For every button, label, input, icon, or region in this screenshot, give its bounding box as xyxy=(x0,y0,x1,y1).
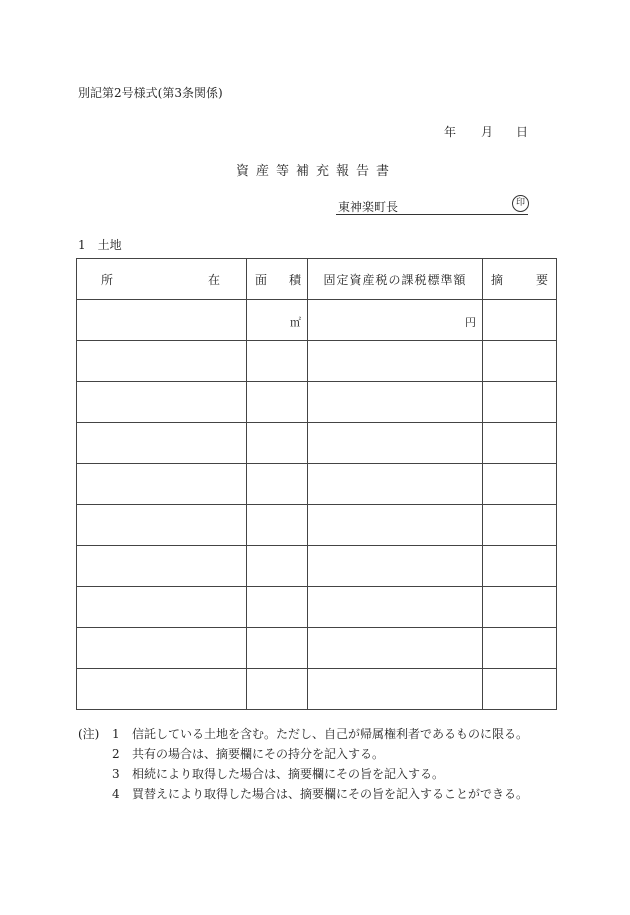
date-year-label: 年 xyxy=(444,125,457,139)
area-cell[interactable] xyxy=(247,546,308,587)
remarks-cell[interactable] xyxy=(483,382,557,423)
note-number: 4 xyxy=(112,787,120,801)
header-tax-value: 固定資産税の課税標準額 xyxy=(308,259,483,300)
section-number: 1 xyxy=(78,238,86,252)
tax-value-cell[interactable] xyxy=(308,628,483,669)
tax-value-cell[interactable] xyxy=(308,464,483,505)
seal-mark: 印 xyxy=(512,195,529,212)
land-table xyxy=(76,258,557,710)
remarks-cell[interactable] xyxy=(483,505,557,546)
tax-value-cell[interactable] xyxy=(308,546,483,587)
table-header-row xyxy=(77,259,557,300)
area-cell[interactable] xyxy=(247,587,308,628)
table-row xyxy=(77,464,557,505)
tax-value-cell[interactable] xyxy=(308,669,483,710)
remarks-cell[interactable] xyxy=(483,341,557,382)
note-text: 相続により取得した場合は、摘要欄にその旨を記入する。 xyxy=(132,767,445,781)
area-cell[interactable] xyxy=(247,382,308,423)
table-row xyxy=(77,669,557,710)
table-row xyxy=(77,341,557,382)
tax-value-cell[interactable] xyxy=(308,341,483,382)
note-item xyxy=(78,764,528,784)
notes xyxy=(78,724,528,804)
header-remarks-b: 要 xyxy=(535,272,548,287)
note-item xyxy=(78,784,528,804)
area-cell[interactable] xyxy=(247,669,308,710)
note-number: 3 xyxy=(112,767,120,781)
section-heading xyxy=(78,236,122,253)
document-title: 資産等補充報告書 xyxy=(236,164,397,179)
section-label: 土地 xyxy=(97,238,122,252)
area-cell[interactable] xyxy=(247,300,308,341)
table-row xyxy=(77,587,557,628)
date-month-label: 月 xyxy=(481,125,494,139)
header-remarks xyxy=(483,259,557,300)
table-row xyxy=(77,628,557,669)
note-text: 買替えにより取得した場合は、摘要欄にその旨を記入することができる。 xyxy=(132,787,529,801)
remarks-cell[interactable] xyxy=(483,546,557,587)
table-row xyxy=(77,546,557,587)
note-item xyxy=(78,744,528,764)
header-location xyxy=(77,259,247,300)
table-row xyxy=(77,505,557,546)
area-cell[interactable] xyxy=(247,341,308,382)
area-cell[interactable] xyxy=(247,505,308,546)
table-row xyxy=(77,423,557,464)
header-area-a: 面 xyxy=(255,272,268,287)
header-location-b: 在 xyxy=(207,272,220,287)
tax-value-cell[interactable] xyxy=(308,587,483,628)
note-number: 2 xyxy=(112,747,120,761)
header-area xyxy=(247,259,308,300)
value-unit: 円 xyxy=(465,316,476,329)
table-body xyxy=(77,300,557,710)
date-day-label: 日 xyxy=(516,125,529,139)
note-item xyxy=(78,724,528,744)
location-cell[interactable] xyxy=(77,300,247,341)
location-cell[interactable] xyxy=(77,546,247,587)
remarks-cell[interactable] xyxy=(483,464,557,505)
remarks-cell[interactable] xyxy=(483,423,557,464)
area-cell[interactable] xyxy=(247,628,308,669)
signature-line xyxy=(336,214,528,215)
area-cell[interactable] xyxy=(247,423,308,464)
notes-head: (注) xyxy=(78,727,100,741)
location-cell[interactable] xyxy=(77,669,247,710)
tax-value-cell[interactable] xyxy=(308,423,483,464)
addressee: 東神楽町長 xyxy=(338,200,399,214)
remarks-cell[interactable] xyxy=(483,628,557,669)
remarks-cell[interactable] xyxy=(483,669,557,710)
note-number: 1 xyxy=(112,727,120,741)
area-unit: ㎡ xyxy=(290,316,301,329)
note-text: 共有の場合は、摘要欄にその持分を記入する。 xyxy=(132,747,385,761)
location-cell[interactable] xyxy=(77,382,247,423)
table-row xyxy=(77,300,557,341)
tax-value-cell[interactable] xyxy=(308,382,483,423)
header-remarks-a: 摘 xyxy=(491,272,504,287)
header-location-a: 所 xyxy=(101,272,114,287)
area-cell[interactable] xyxy=(247,464,308,505)
location-cell[interactable] xyxy=(77,341,247,382)
remarks-cell[interactable] xyxy=(483,587,557,628)
note-text: 信託している土地を含む。ただし、自己が帰属権利者であるものに限る。 xyxy=(132,727,529,741)
location-cell[interactable] xyxy=(77,587,247,628)
header-area-b: 積 xyxy=(288,272,301,287)
tax-value-cell[interactable] xyxy=(308,505,483,546)
remarks-cell[interactable] xyxy=(483,300,557,341)
location-cell[interactable] xyxy=(77,505,247,546)
location-cell[interactable] xyxy=(77,423,247,464)
form-label: 別記第2号様式(第3条関係) xyxy=(78,86,223,100)
table-row xyxy=(77,382,557,423)
tax-value-cell[interactable] xyxy=(308,300,483,341)
location-cell[interactable] xyxy=(77,628,247,669)
location-cell[interactable] xyxy=(77,464,247,505)
